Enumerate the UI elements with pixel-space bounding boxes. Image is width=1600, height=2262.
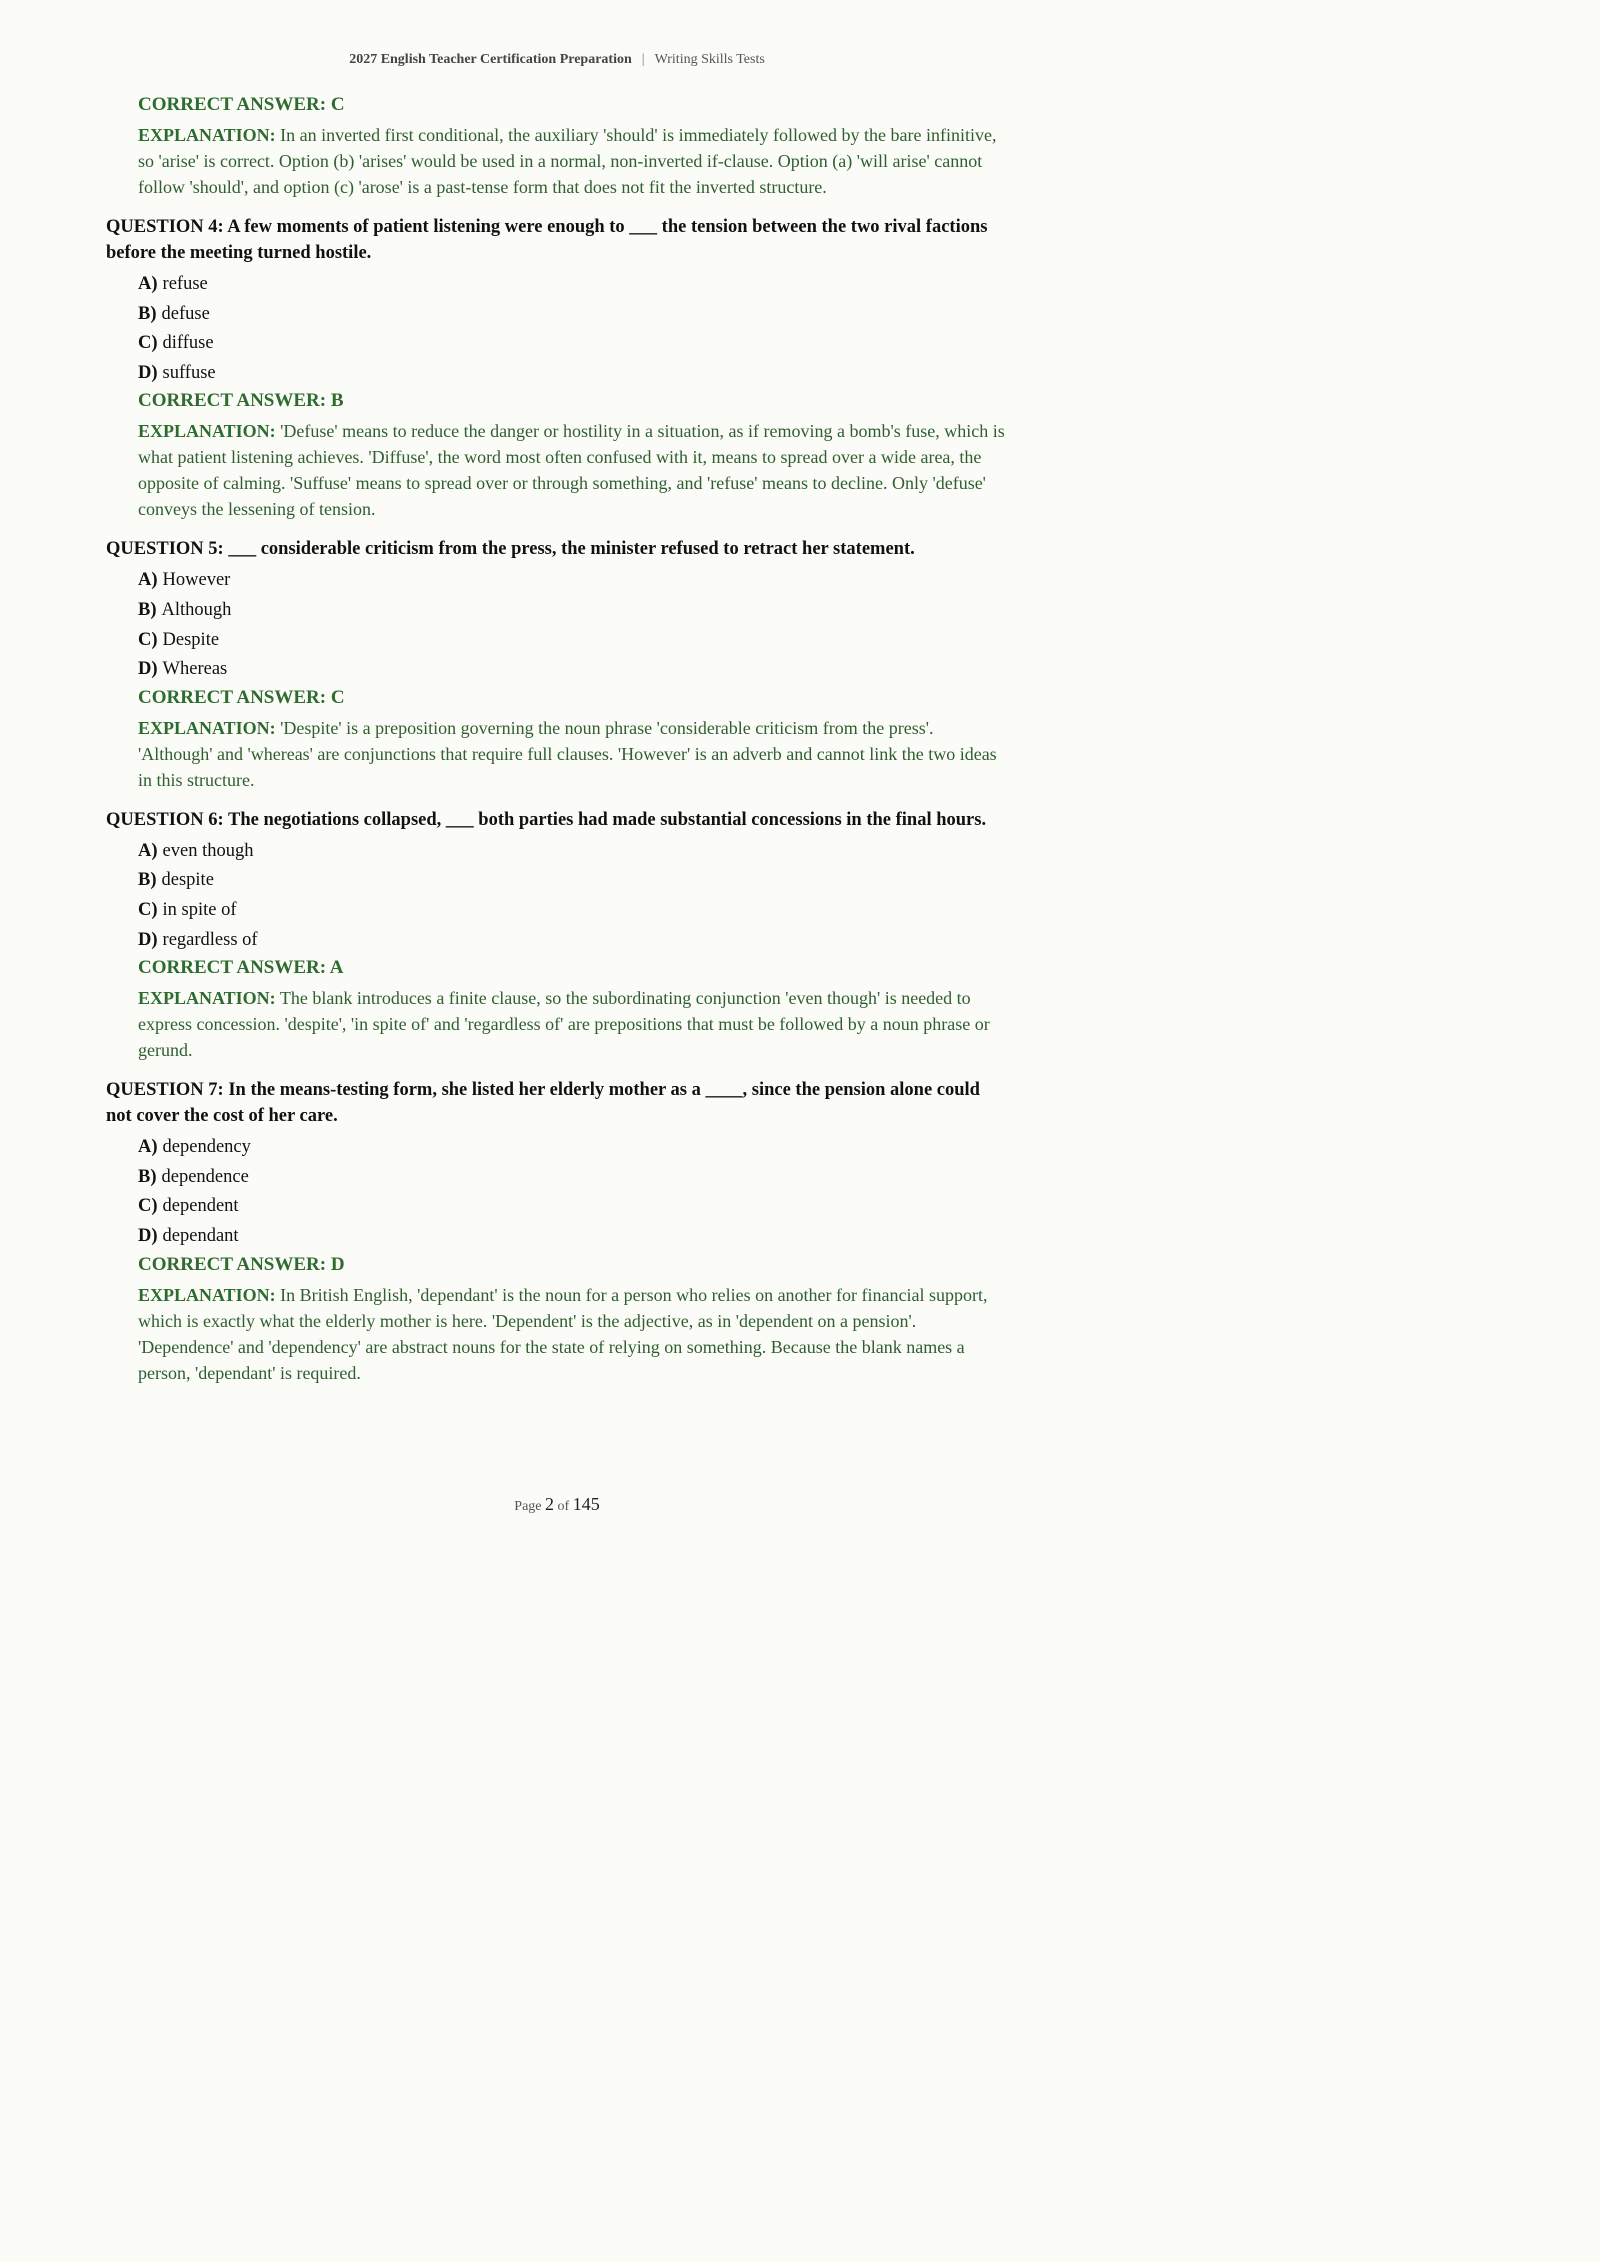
- explanation-text: In an inverted first conditional, the auxiliary 'should' is immediately followed by the bare infinitive, so 'arise' is correct. Option (b) 'arises' would be used in a normal, non-inverted if-clause. Option (a) 'will arise' cannot follow 'should', and option (c) 'arose' is a past-tense form that does not fit the inverted structure.: [138, 125, 997, 197]
- question-block-5: [106, 536, 1006, 792]
- option-b: [138, 596, 1006, 626]
- option-text: Despite: [162, 629, 220, 650]
- explanation-text: 'Despite' is a preposition governing the noun phrase 'considerable criticism from the press'. 'Although' and 'whereas' are conjunctions that require full clauses. 'However' is an adverb and cannot link the two ideas in this structure.: [138, 717, 997, 790]
- explanation: [138, 985, 1006, 1063]
- page-number: 2: [545, 1494, 555, 1514]
- option-a: [138, 837, 1006, 867]
- option-text: Whereas: [162, 659, 228, 680]
- option-letter: B): [138, 599, 157, 620]
- header-title: 2027 English Teacher Certification Preparation: [349, 52, 632, 67]
- option-c: [138, 329, 1006, 359]
- option-letter: D): [138, 1225, 158, 1246]
- option-letter: B): [138, 1166, 157, 1187]
- option-a: [138, 1133, 1006, 1163]
- explanation-text: The blank introduces a finite clause, so the subordinating conjunction 'even though' is needed to express concession. 'despite', 'in spite of' and 'regardless of' are prepositions that must be followed by a noun phrase or gerund.: [138, 988, 990, 1061]
- option-text: Although: [161, 599, 232, 620]
- total-pages: 145: [572, 1494, 600, 1514]
- page-footer: [0, 1494, 1114, 1515]
- explanation: [138, 715, 1006, 793]
- option-text: dependent: [162, 1196, 239, 1217]
- question-block-7: [106, 1077, 1006, 1385]
- question-text: QUESTION 4: A few moments of patient listening were enough to ___ the tension between the two rival factions before the meeting turned hostile.: [106, 217, 988, 263]
- option-letter: A): [138, 570, 158, 591]
- option-a: [138, 270, 1006, 300]
- option-letter: D): [138, 362, 158, 383]
- option-letter: A): [138, 1137, 158, 1158]
- option-letter: C): [138, 333, 158, 354]
- explanation-label: EXPLANATION:: [138, 421, 276, 442]
- correct-answer: CORRECT ANSWER: B: [138, 390, 344, 412]
- header-section: Writing Skills Tests: [654, 52, 765, 67]
- running-header: [0, 52, 1114, 68]
- header-separator: |: [641, 52, 645, 67]
- option-letter: C): [138, 629, 158, 650]
- option-b: [138, 300, 1006, 330]
- option-d: [138, 359, 1006, 389]
- option-text: despite: [161, 870, 214, 891]
- question-text: QUESTION 5: ___ considerable criticism from the press, the minister refused to retract her statement.: [106, 539, 915, 560]
- option-c: [138, 896, 1006, 926]
- question-text: QUESTION 7: In the means-testing form, she listed her elderly mother as a ____, since the pension alone could not cover the cost of her care.: [106, 1080, 980, 1127]
- option-c: [138, 1192, 1006, 1222]
- option-letter: A): [138, 840, 158, 861]
- option-text: defuse: [161, 303, 210, 324]
- option-text: dependant: [162, 1225, 239, 1246]
- option-text: suffuse: [162, 362, 216, 383]
- correct-answer: CORRECT ANSWER: A: [138, 957, 344, 979]
- page-label: Page: [514, 1499, 542, 1514]
- page-content: [106, 92, 1006, 1400]
- option-text: diffuse: [162, 333, 214, 354]
- explanation: [138, 418, 1006, 522]
- question-block-6: [106, 807, 1006, 1063]
- option-text: dependency: [162, 1137, 251, 1158]
- option-text: in spite of: [162, 899, 237, 920]
- option-letter: A): [138, 274, 158, 294]
- option-c: [138, 626, 1006, 656]
- question-block-4: [106, 214, 1006, 522]
- option-letter: C): [138, 899, 158, 920]
- correct-answer: CORRECT ANSWER: D: [138, 1253, 345, 1275]
- option-text: However: [162, 570, 231, 591]
- carryover-block: [106, 92, 1006, 200]
- option-letter: B): [138, 303, 157, 324]
- correct-answer: CORRECT ANSWER: C: [138, 94, 345, 115]
- option-d: [138, 655, 1006, 685]
- explanation-label: EXPLANATION:: [138, 988, 276, 1009]
- of-label: of: [557, 1499, 570, 1514]
- option-text: dependence: [161, 1166, 249, 1187]
- explanation-label: EXPLANATION:: [138, 125, 276, 145]
- option-text: refuse: [162, 274, 208, 294]
- option-text: regardless of: [162, 929, 258, 950]
- explanation-label: EXPLANATION:: [138, 1284, 276, 1305]
- explanation-text: 'Defuse' means to reduce the danger or hostility in a situation, as if removing a bomb's fuse, which is what patient listening achieves. 'Diffuse', the word most often confused with it, means to spread over a wide area, the opposite of calming. 'Suffuse' means to spread over or through something, and 'refuse' means to decline. Only 'defuse' conveys the lessening of tension.: [138, 421, 1005, 520]
- option-d: [138, 926, 1006, 956]
- explanation: [138, 1282, 1006, 1386]
- explanation-label: EXPLANATION:: [138, 717, 276, 738]
- question-text: QUESTION 6: The negotiations collapsed, ___ both parties had made substantial concessions in the final hours.: [106, 809, 987, 830]
- option-letter: C): [138, 1196, 158, 1217]
- option-letter: B): [138, 870, 157, 891]
- option-a: [138, 566, 1006, 596]
- option-b: [138, 866, 1006, 896]
- option-d: [138, 1222, 1006, 1252]
- explanation: [138, 122, 1006, 200]
- explanation-text: In British English, 'dependant' is the noun for a person who relies on another for financial support, which is exactly what the elderly mother is here. 'Dependent' is the adjective, as in 'dependent on a pension'. 'Dependence' and 'dependency' are abstract nouns for the state of relying on something. Because the blank names a person, 'dependant' is required.: [138, 1284, 988, 1383]
- option-text: even though: [162, 840, 254, 861]
- document-page: [0, 0, 1114, 1572]
- correct-answer: CORRECT ANSWER: C: [138, 686, 345, 708]
- option-b: [138, 1163, 1006, 1193]
- option-letter: D): [138, 659, 158, 680]
- option-letter: D): [138, 929, 158, 950]
